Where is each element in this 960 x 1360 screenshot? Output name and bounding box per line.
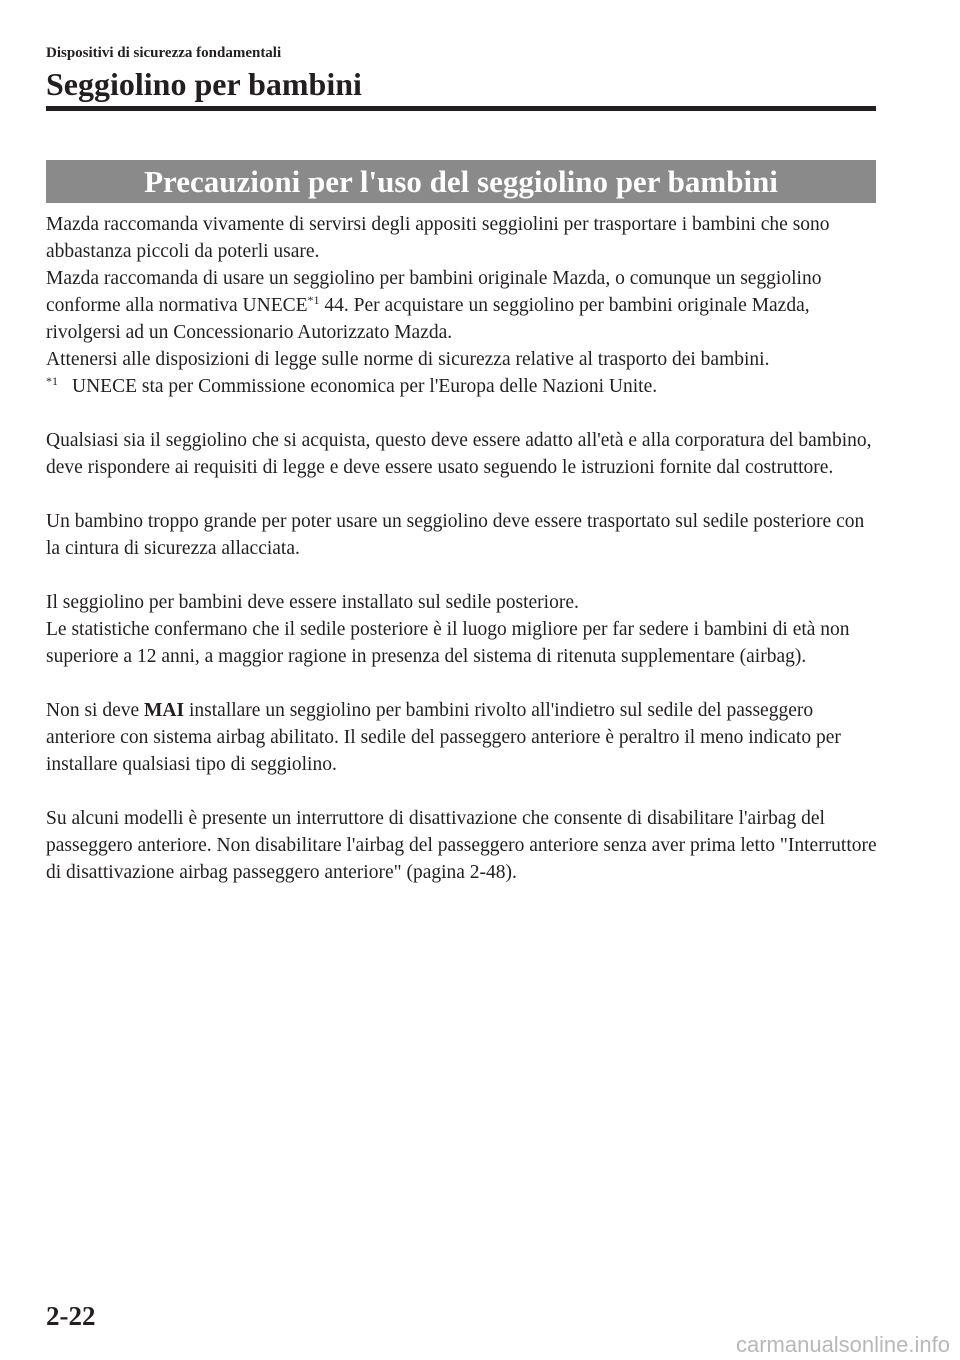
section-banner: Precauzioni per l'uso del seggiolino per bambini (46, 160, 876, 203)
paragraph-large-child: Un bambino troppo grande per poter usare un seggiolino deve essere trasportato sul sedile posteriore con la cintura di sicurezza allacciata. (46, 511, 865, 559)
intro-line-1: Mazda raccomanda vivamente di servirsi degli appositi seggiolini per trasportare i bambini che sono abbastanza piccoli da poterli usare. (46, 214, 830, 262)
intro-line-2 (46, 265, 881, 346)
page-number: 2-22 (46, 1301, 96, 1331)
watermark: carmanualsonline.info (735, 1332, 950, 1357)
paragraph-age-fit: Qualsiasi sia il seggiolino che si acquista, questo deve essere adatto all'età e alla corporatura del bambino, deve rispondere ai requisiti di legge e deve essere usato seguendo le istruzioni fornite dal costruttore. (46, 430, 872, 478)
intro-line-3: Attenersi alle disposizioni di legge sulle norme di sicurezza relative al trasporto dei bambini. (46, 349, 770, 370)
chapter-label: Dispositivi di sicurezza fondamentali (46, 45, 282, 61)
warning-text-cont: installare un seggiolino per bambini rivolto all'indietro sul sedile del passeggero anteriore con sistema airbag abilitato. Il sedile del passeggero anteriore è peraltro il meno indicato per installare qualsiasi tipo di seggiolino. (46, 700, 841, 775)
paragraph-warning (46, 697, 881, 778)
paragraph-deactivation-switch: Su alcuni modelli è presente un interruttore di disattivazione che consente di disabilitare l'airbag del passeggero anteriore. Non disabilitare l'airbag del passeggero anteriore senza aver prima letto "Interruttore di disattivazione airbag passeggero anteriore" (pagina 2-48). (46, 808, 877, 883)
intro-line-2-text: Mazda raccomanda di usare un seggiolino per bambini originale Mazda, o comunque un seggiolino conforme alla normativa UNECE (46, 268, 822, 316)
intro-line-2-text-cont: 44. Per acquistare un seggiolino per bambini originale Mazda, rivolgersi ad un Concessionario Autorizzato Mazda. (46, 295, 810, 343)
warning-text: Non si deve (46, 700, 145, 721)
paragraph-rear-seat: Il seggiolino per bambini deve essere installato sul sedile posteriore. (46, 592, 579, 613)
footnote (46, 373, 881, 400)
page-content (46, 211, 881, 886)
paragraph-statistics: Le statistiche confermano che il sedile posteriore è il luogo migliore per far sedere i bambini di età non superiore a 12 anni, a maggior ragione in presenza del sistema di ritenuta supplementare (airbag). (46, 619, 850, 667)
section-title: Seggiolino per bambini (46, 66, 362, 102)
warning-emphasis: MAI (144, 700, 185, 721)
footnote-reference: *1 (307, 293, 320, 307)
title-rule (46, 106, 876, 111)
footnote-marker: *1 (46, 374, 58, 388)
footnote-text: UNECE sta per Commissione economica per l'Europa delle Nazioni Unite. (72, 376, 658, 397)
